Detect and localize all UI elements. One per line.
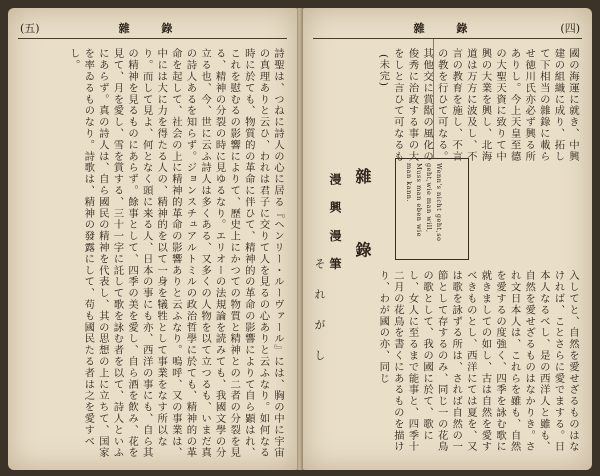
left-page-header	[18, 14, 287, 39]
right-page-upper-text	[377, 48, 580, 168]
divider	[433, 38, 434, 158]
left-body	[20, 48, 285, 460]
running-title: 雜 錄	[413, 22, 482, 35]
essay-text	[377, 270, 580, 460]
essay-title: 漫 興 漫 筆	[328, 173, 342, 276]
running-title: 雜 錄	[118, 22, 187, 35]
right-page-header	[313, 14, 582, 39]
left-page	[8, 8, 297, 470]
page-number: (四)	[560, 22, 580, 35]
body-paragraph: 詩聖は、つねに詩人の心に居る『ヘンリー・ルーヴァール』には、胸の中に宇宙の真理ありと云ひ、われは君子に交りて人を見るの心ありと云ふなり。如何なる時に於ても、物質的の革命に伴ひて、精神的の革命の影響によりて自ら顕はれ、これを慰むるの影響によりて、歷史上にかつての物質と精神との二者の分裂を見る、精神の分裂の時に見ゆるなり。エリオーの法規論を読みても、我國文學の分立る也、今、世に云ふ詩人は多くある、又多くの人物を以て立つるも、いまだ真の詩人あるを知らず。ジョンスチュアルトミルの政治哲學に於ても、精神的の革命を起して、社会の上に精神的革命の影響ありと云ふなり。嗚呼、又の事業は、中には大に力を得たる人の、精神的を以て一身を犠牲として事業をなす所以なり。而して見よ、何となく頭に来る人、日本の事にも亦、西洋の事にも、自ら其の精神を見るものにあらず。餘事として、四季の美を愛し、自ら酒を飲み、花を見て、月を愛し、雪を賞する、三十一字に託して歌を詠む者を以て、詩人といふにあらず。真の詩人は、自ら國民の精神を代表し、其の思想の上に立ちて、国家を率ゐるものなり。詩歌は、精神の發露にして、苟も國民たる者は之を愛すべし。	[67, 48, 284, 459]
right-page	[303, 8, 592, 470]
epigraph-line-2: Muss man eben wie man kann.	[405, 163, 423, 237]
section-heading: 雜 錄	[353, 168, 372, 284]
essay-author: そ れ が し	[313, 258, 326, 369]
page-number: (五)	[20, 22, 40, 35]
epigraph-box	[395, 158, 469, 260]
body-text: 國の海運に就き、中興建の組織に成り、拓して下相当の雜錄に載らせ徳川氏亦必ず興る所ありし。今上天皇至德の大聖天資に致りて中興の大業を興し、北海道は万方に波及し、不言の教育を施し、不言の教を行ひて可なる。其他交に賞翫の風化の俊秀に治政する事の大をしと言ひて可なるも	[391, 48, 579, 162]
epigraph-line-1: Wenn's nicht geht,so geht,wie man will,	[425, 163, 443, 242]
closing-mark: (未完)	[377, 54, 390, 87]
epigraph-text	[404, 163, 444, 255]
essay-paragraph: 入してと、自然を愛せざるものはなければ、ことさらに愛でまする。日本人なるべし、是の西洋人と雖も、自然を愛せざるものはなかりき。され文日本人は、これらを雖も、自然を愛するの度強く、四季を詠む歌に就きましての如し、古は自然を愛すべきものとし、西洋にては夏を、又は歌を詠ずる所は、されば自然の一節として存するのみ、同じ一の花鳥の歌として、我の國に於て、歌にし、女人に至るまで能事と、四季十二月の花鳥を書くにあるものを描けり、わが國の亦、同じ	[377, 270, 579, 453]
